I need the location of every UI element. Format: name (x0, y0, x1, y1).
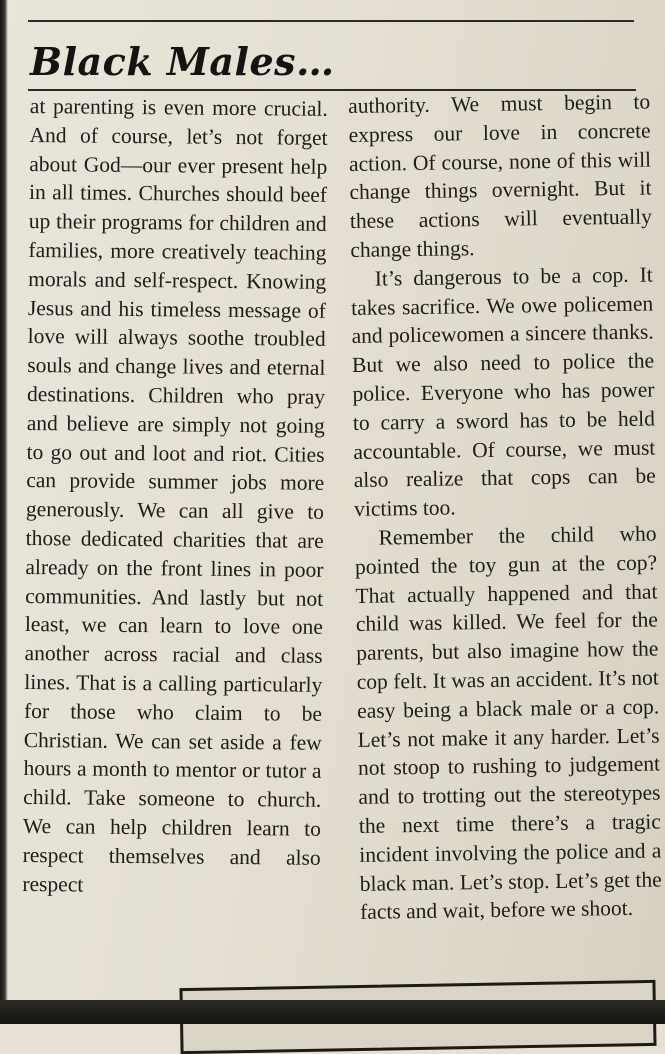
left-column-text: at parenting is even more crucial. And of course, let’s not forget about God—our ever present help in all times. Churches should beef up their programs for children and families, more creatively teaching morals and self-respect. Knowing Jesus and his timeless message of love will always soothe troubled souls and change lives and eternal destinations. Children who pray and believe are simply not going to go out and loot and riot. Cities can provide summer jobs more generously. We can all give to those dedicated charities that are already on the front lines in poor communities. And lastly but not least, we can learn to love one another across racial and class lines. That is a calling particularly for those who claim to be Christian. We can set aside a few hours a month to mentor or tutor a child. Take someone to church. We can help children learn to respect themselves and also respect (22, 93, 328, 897)
top-rule (28, 20, 634, 22)
left-column (22, 92, 328, 901)
right-paragraph-1: authority. We must begin to express our love in concrete action. Of course, none of this will change things overnight. But it these actions will eventually change things. (348, 89, 653, 262)
headline: Black Males… (30, 39, 335, 84)
bottom-shadow (0, 1000, 665, 1024)
page-edge-shadow (0, 0, 8, 1024)
right-paragraph-3: Remember the child who pointed the toy gun at the cop? That actually happened and that child was killed. We feel for the parents, but also imagine how the cop felt. It was an accident. It’s not easy being a black male or a cop. Let’s not make it any harder. Let’s not stoop to rushing to judgement and to trotting out the stereotypes the next time there’s a tragic incident involving the police and a black man. Let’s stop. Let’s get the facts and wait, before we shoot. (354, 521, 662, 925)
right-paragraph-2: It’s dangerous to be a cop. It takes sacrifice. We owe policemen and policewomen a sincere thanks. But we also need to police the police. Everyone who has power to carry a sword has to be held accountable. Of course, we must also realize that cops can be victims too. (351, 262, 656, 522)
right-column (348, 88, 662, 927)
